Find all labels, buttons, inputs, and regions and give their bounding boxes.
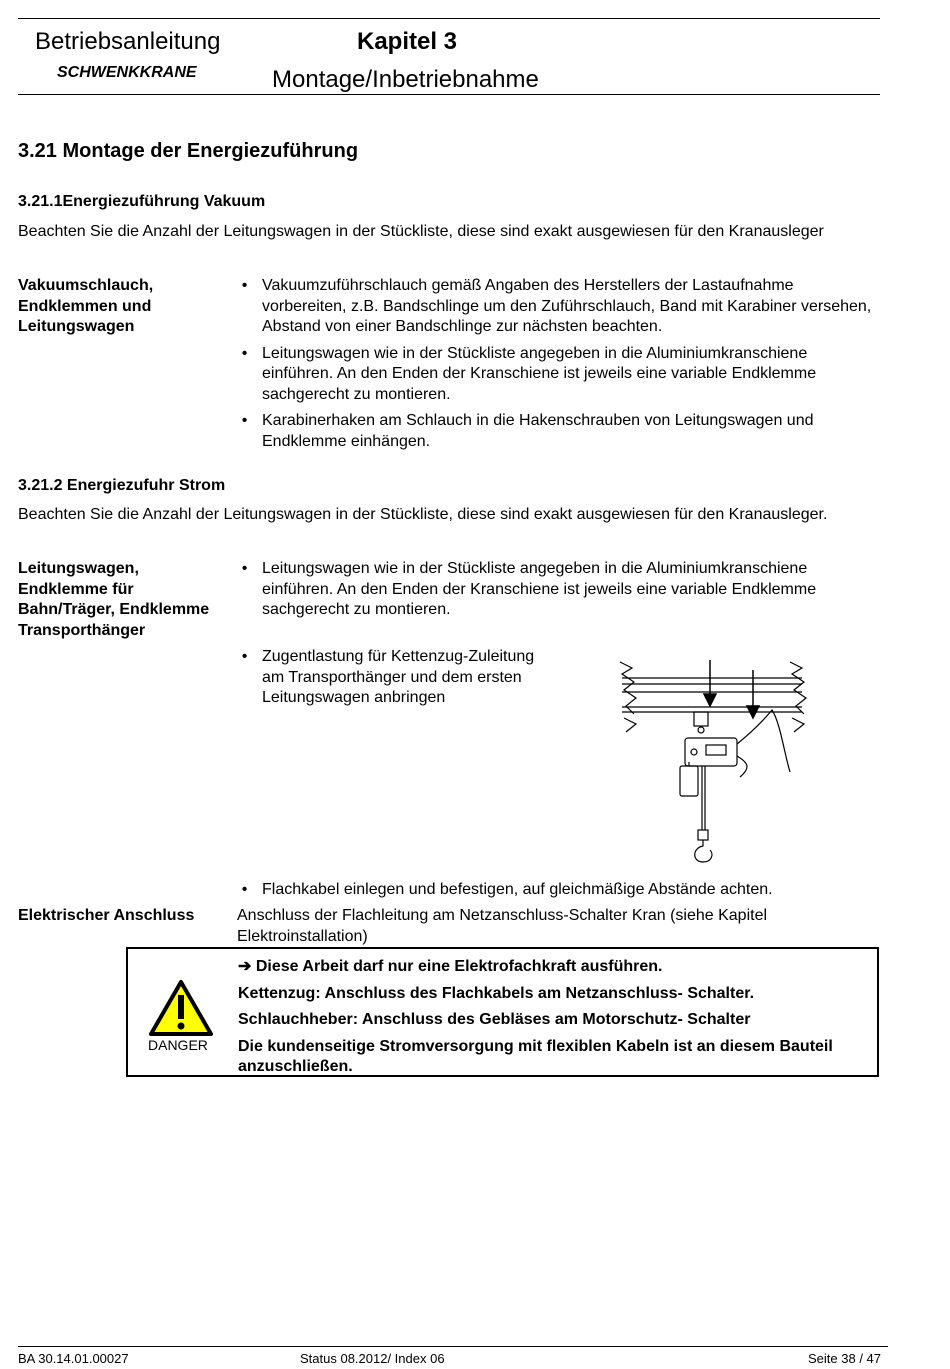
danger-line-3: Schlauchheber: Anschluss des Gebläses am Motorschutz- Schalter bbox=[238, 1011, 751, 1028]
danger-line-2: Kettenzug: Anschluss des Flachkabels am Netzanschluss- Schalter. bbox=[238, 985, 755, 1002]
footer-status: Status 08.2012/ Index 06 bbox=[300, 1351, 445, 1366]
bullet-dot: • bbox=[241, 881, 248, 898]
bullet-dot: • bbox=[241, 560, 248, 577]
vakuum-intro: Beachten Sie die Anzahl der Leitungswagen in der Stückliste, diese sind exakt ausgewiesen für den Kranausleger bbox=[18, 223, 824, 240]
strom-bullet-1 bbox=[237, 559, 877, 621]
danger-label: DANGER bbox=[148, 1037, 208, 1053]
danger-notice-box bbox=[126, 947, 879, 1077]
label-line: Transporthänger bbox=[18, 621, 146, 639]
footer-doc-number: BA 30.14.01.00027 bbox=[18, 1351, 129, 1366]
list-item-text: Vakuumzuführschlauch gemäß Angaben des Herstellers der Lastaufnahme vorbereiten, z.B. Bandschlinge um den Zuführschlauch, Band mit Karabiner versehen, Abstand von einer Bandschlinge zur nächsten beachten. bbox=[262, 277, 872, 335]
chapter-title: Kapitel 3 bbox=[357, 28, 458, 55]
document-title: Betriebsanleitung bbox=[35, 28, 221, 55]
strom-side-label bbox=[18, 559, 233, 641]
list-item bbox=[237, 344, 877, 406]
list-item bbox=[237, 276, 877, 338]
header-top-rule bbox=[18, 18, 880, 19]
label-line: Endklemmen und bbox=[18, 297, 152, 315]
vakuum-side-label bbox=[18, 276, 233, 338]
list-item bbox=[237, 411, 877, 452]
list-item-text: Flachkabel einlegen und befestigen, auf gleichmäßige Abstände achten. bbox=[262, 881, 773, 898]
list-item bbox=[237, 559, 877, 621]
warning-triangle-icon bbox=[148, 979, 214, 1037]
footer-page-number: Seite 38 / 47 bbox=[808, 1351, 881, 1366]
list-item bbox=[237, 880, 877, 901]
subsection-heading-vakuum: 3.21.1Energiezuführung Vakuum bbox=[18, 193, 266, 210]
section-heading: 3.21 Montage der Energiezuführung bbox=[18, 140, 359, 162]
danger-line-text: Diese Arbeit darf nur eine Elektrofachkraft ausführen. bbox=[255, 958, 663, 975]
danger-line-4: Die kundenseitige Stromversorgung mit flexiblen Kabeln ist an diesem Bauteil anzuschließen. bbox=[238, 1038, 833, 1075]
list-item bbox=[237, 647, 537, 709]
elektro-side-label: Elektrischer Anschluss bbox=[18, 907, 195, 924]
vakuum-bullet-list bbox=[237, 276, 877, 452]
strom-bullet-2 bbox=[237, 647, 537, 709]
label-line: Leitungswagen, bbox=[18, 560, 139, 577]
list-item-text: Leitungswagen wie in der Stückliste angegeben in die Aluminiumkranschiene einführen. An den Enden der Kranschiene ist jeweils eine variable Endklemme sachgerecht zu montieren. bbox=[262, 344, 817, 403]
bullet-dot: • bbox=[241, 277, 248, 294]
elektro-text: Anschluss der Flachleitung am Netzanschluss-Schalter Kran (siehe Kapitel Elektroinstallation) bbox=[237, 907, 768, 945]
danger-line-1 bbox=[238, 957, 868, 977]
strom-intro: Beachten Sie die Anzahl der Leitungswagen in der Stückliste, diese sind exakt ausgewiesen für den Kranausleger. bbox=[18, 506, 828, 523]
header-bottom-rule bbox=[18, 94, 880, 95]
document-subtitle: SCHWENKKRANE bbox=[57, 64, 197, 81]
subsection-heading-strom: 3.21.2 Energiezufuhr Strom bbox=[18, 477, 226, 494]
label-line: Leitungswagen bbox=[18, 318, 135, 335]
strom-bullet-3 bbox=[237, 880, 877, 901]
bullet-dot: • bbox=[241, 344, 248, 362]
chain-hoist-illustration bbox=[612, 652, 812, 867]
footer-rule bbox=[18, 1346, 888, 1347]
list-item-text: Zugentlastung für Kettenzug-Zuleitung am Transporthänger und dem ersten Leitungswagen anbringen bbox=[262, 648, 535, 706]
bullet-dot: • bbox=[241, 412, 248, 429]
list-item-text: Karabinerhaken am Schlauch in die Hakenschrauben von Leitungswagen und Endklemme einhängen. bbox=[262, 412, 814, 450]
arrow-right-icon: ➔ bbox=[238, 958, 252, 975]
list-item-text: Leitungswagen wie in der Stückliste angegeben in die Aluminiumkranschiene einführen. An den Enden der Kranschiene ist jeweils eine variable Endklemme sachgerecht zu montieren. bbox=[262, 560, 817, 618]
label-line: Vakuumschlauch, bbox=[18, 277, 154, 294]
bullet-dot: • bbox=[241, 648, 248, 665]
label-line: Endklemme für bbox=[18, 580, 134, 598]
label-line: Bahn/Träger, Endklemme bbox=[18, 601, 210, 618]
chapter-subtitle: Montage/Inbetriebnahme bbox=[272, 66, 539, 93]
